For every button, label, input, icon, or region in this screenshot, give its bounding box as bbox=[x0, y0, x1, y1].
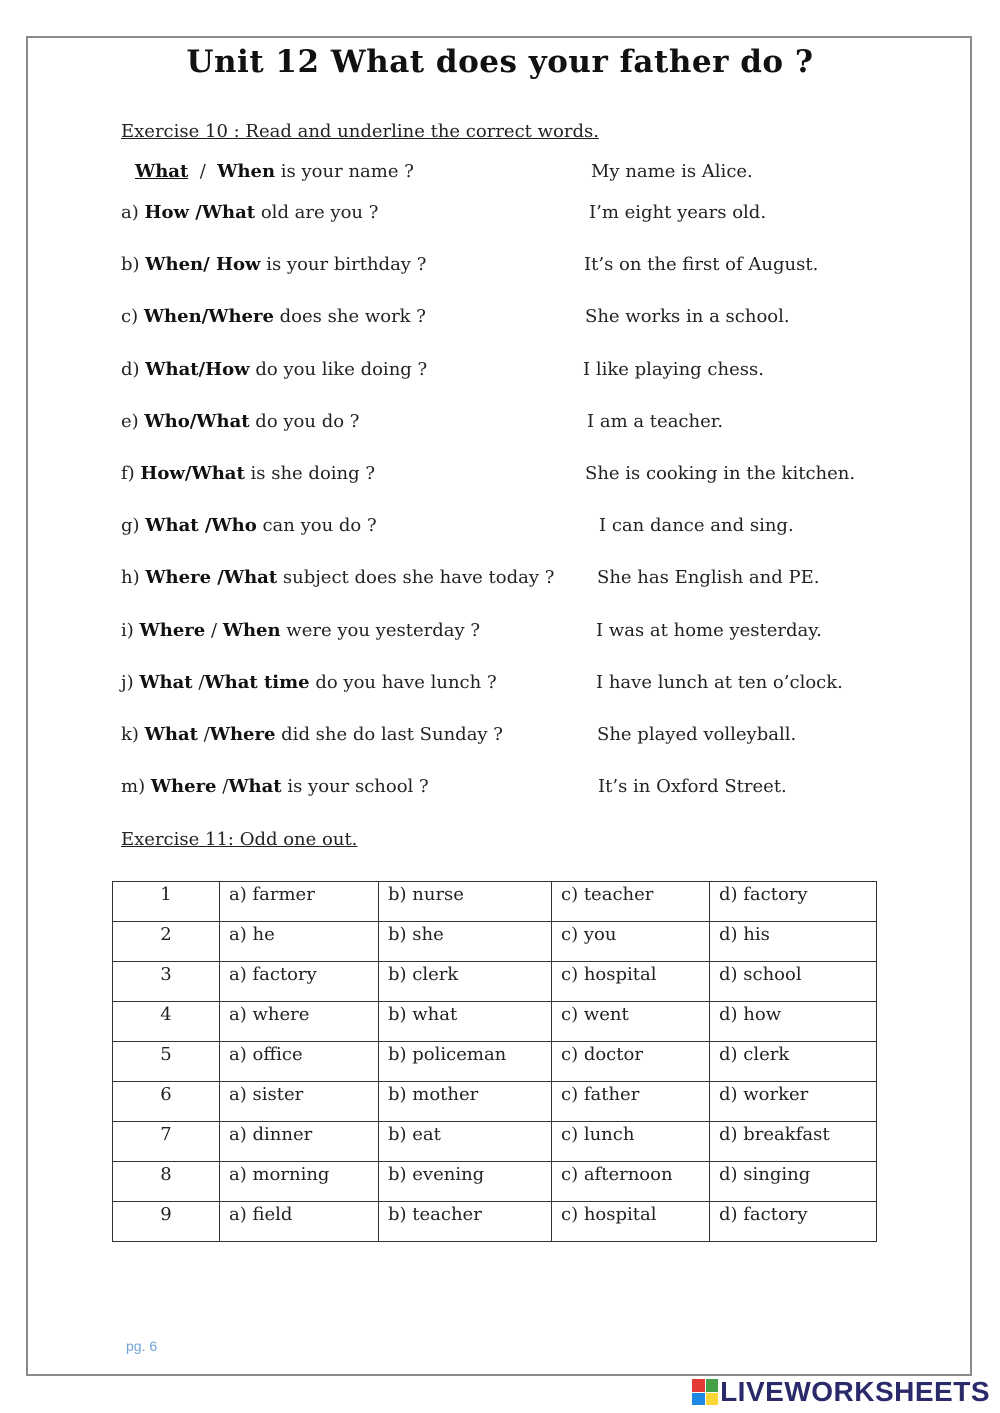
question-text: subject does she have today ? bbox=[277, 567, 555, 588]
question-letter: f) bbox=[121, 463, 141, 484]
option-c[interactable]: c) father bbox=[552, 1082, 710, 1122]
question-text: can you do ? bbox=[256, 515, 377, 536]
option-a[interactable]: a) where bbox=[220, 1002, 379, 1042]
option-c[interactable]: c) lunch bbox=[552, 1122, 710, 1162]
table-row bbox=[113, 882, 877, 922]
option-b[interactable]: b) clerk bbox=[379, 962, 552, 1002]
exercise-11-heading: Exercise 11: Odd one out. bbox=[121, 829, 358, 850]
question-text: is your school ? bbox=[281, 776, 429, 797]
answer-choices[interactable]: Where /What bbox=[145, 567, 278, 588]
answer-sentence: She is cooking in the kitchen. bbox=[585, 463, 856, 484]
question-letter: b) bbox=[121, 254, 146, 275]
answer-choices[interactable]: What bbox=[139, 672, 193, 693]
option-b[interactable]: b) nurse bbox=[379, 882, 552, 922]
choice-separator: / bbox=[216, 776, 229, 797]
question-text: does she work ? bbox=[273, 306, 426, 327]
question-text: do you do ? bbox=[249, 411, 360, 432]
answer-choices[interactable]: When/Where bbox=[143, 306, 274, 327]
page-title: Unit 12 What does your father do ? bbox=[186, 44, 814, 80]
question-item bbox=[121, 724, 503, 745]
option-b[interactable]: b) teacher bbox=[379, 1202, 552, 1242]
row-number: 1 bbox=[113, 882, 220, 922]
option-a[interactable]: a) sister bbox=[220, 1082, 379, 1122]
question-item bbox=[121, 202, 378, 223]
question-text: do you like doing ? bbox=[249, 359, 428, 380]
choice-separator: / bbox=[192, 672, 205, 693]
example-separator: / bbox=[188, 161, 218, 182]
option-d[interactable]: d) how bbox=[710, 1002, 877, 1042]
option-d[interactable]: d) factory bbox=[710, 1202, 877, 1242]
row-number: 7 bbox=[113, 1122, 220, 1162]
table-row bbox=[113, 1002, 877, 1042]
table-row bbox=[113, 922, 877, 962]
option-d[interactable]: d) singing bbox=[710, 1162, 877, 1202]
option-c[interactable]: c) doctor bbox=[552, 1042, 710, 1082]
liveworksheets-logo bbox=[692, 1376, 990, 1408]
question-item bbox=[121, 254, 426, 275]
answer-choices-second[interactable]: What bbox=[228, 776, 282, 797]
answer-sentence: I’m eight years old. bbox=[589, 202, 767, 223]
question-item bbox=[121, 672, 497, 693]
question-item bbox=[121, 567, 554, 588]
answer-sentence: She works in a school. bbox=[585, 306, 790, 327]
option-a[interactable]: a) farmer bbox=[220, 882, 379, 922]
row-number: 8 bbox=[113, 1162, 220, 1202]
option-a[interactable]: a) morning bbox=[220, 1162, 379, 1202]
row-number: 2 bbox=[113, 922, 220, 962]
option-d[interactable]: d) breakfast bbox=[710, 1122, 877, 1162]
option-b[interactable]: b) what bbox=[379, 1002, 552, 1042]
answer-sentence: She has English and PE. bbox=[597, 567, 820, 588]
answer-sentence: I was at home yesterday. bbox=[596, 620, 822, 641]
option-c[interactable]: c) hospital bbox=[552, 1202, 710, 1242]
option-c[interactable]: c) you bbox=[552, 922, 710, 962]
option-a[interactable]: a) dinner bbox=[220, 1122, 379, 1162]
answer-choices[interactable]: How /What bbox=[144, 202, 256, 223]
answer-sentence: I have lunch at ten o’clock. bbox=[596, 672, 843, 693]
logo-mark-icon bbox=[692, 1379, 718, 1405]
option-a[interactable]: a) factory bbox=[220, 962, 379, 1002]
answer-choices[interactable]: Where bbox=[150, 776, 217, 797]
example-question-rest: is your name ? bbox=[275, 161, 414, 182]
option-b[interactable]: b) evening bbox=[379, 1162, 552, 1202]
option-c[interactable]: c) teacher bbox=[552, 882, 710, 922]
question-item bbox=[121, 306, 426, 327]
question-letter: h) bbox=[121, 567, 146, 588]
answer-choices[interactable]: What /Who bbox=[145, 515, 257, 536]
question-letter: e) bbox=[121, 411, 145, 432]
row-number: 6 bbox=[113, 1082, 220, 1122]
option-d[interactable]: d) school bbox=[710, 962, 877, 1002]
question-letter: i) bbox=[121, 620, 140, 641]
table-row bbox=[113, 1122, 877, 1162]
option-a[interactable]: a) office bbox=[220, 1042, 379, 1082]
option-b[interactable]: b) she bbox=[379, 922, 552, 962]
answer-sentence: She played volleyball. bbox=[597, 724, 797, 745]
question-item bbox=[121, 411, 359, 432]
table-row bbox=[113, 962, 877, 1002]
answer-choices-second[interactable]: Where bbox=[209, 724, 276, 745]
answer-choices[interactable]: What bbox=[144, 724, 198, 745]
answer-choices[interactable]: When/ How bbox=[145, 254, 261, 275]
question-text: were you yesterday ? bbox=[280, 620, 481, 641]
question-item bbox=[121, 776, 429, 797]
option-d[interactable]: d) factory bbox=[710, 882, 877, 922]
option-a[interactable]: a) field bbox=[220, 1202, 379, 1242]
question-text: did she do last Sunday ? bbox=[275, 724, 503, 745]
option-c[interactable]: c) hospital bbox=[552, 962, 710, 1002]
example-option-1[interactable]: What bbox=[135, 161, 189, 182]
answer-sentence: I can dance and sing. bbox=[599, 515, 794, 536]
option-d[interactable]: d) his bbox=[710, 922, 877, 962]
brand-name: LIVEWORKSHEETS bbox=[720, 1376, 990, 1407]
table-row bbox=[113, 1082, 877, 1122]
question-item bbox=[121, 515, 377, 536]
table-row bbox=[113, 1042, 877, 1082]
example-option-2[interactable]: When bbox=[217, 161, 276, 182]
question-letter: m) bbox=[121, 776, 151, 797]
question-text: is your birthday ? bbox=[260, 254, 427, 275]
exercise-10-heading: Exercise 10 : Read and underline the correct words. bbox=[121, 121, 599, 142]
question-letter: d) bbox=[121, 359, 146, 380]
option-b[interactable]: b) policeman bbox=[379, 1042, 552, 1082]
question-item bbox=[121, 463, 375, 484]
question-item bbox=[121, 359, 427, 380]
option-b[interactable]: b) eat bbox=[379, 1122, 552, 1162]
table-row bbox=[113, 1202, 877, 1242]
question-letter: j) bbox=[121, 672, 140, 693]
option-d[interactable]: d) worker bbox=[710, 1082, 877, 1122]
answer-choices[interactable]: What/How bbox=[145, 359, 250, 380]
row-number: 3 bbox=[113, 962, 220, 1002]
question-letter: a) bbox=[121, 202, 145, 223]
row-number: 5 bbox=[113, 1042, 220, 1082]
choice-separator: / bbox=[205, 620, 223, 641]
answer-sentence: It’s on the first of August. bbox=[584, 254, 819, 275]
option-c[interactable]: c) afternoon bbox=[552, 1162, 710, 1202]
example-answer: My name is Alice. bbox=[591, 161, 753, 182]
answer-choices-second[interactable]: When bbox=[222, 620, 281, 641]
answer-choices[interactable]: How/What bbox=[140, 463, 245, 484]
answer-sentence: It’s in Oxford Street. bbox=[598, 776, 787, 797]
row-number: 9 bbox=[113, 1202, 220, 1242]
option-d[interactable]: d) clerk bbox=[710, 1042, 877, 1082]
option-c[interactable]: c) went bbox=[552, 1002, 710, 1042]
answer-sentence: I like playing chess. bbox=[583, 359, 764, 380]
option-a[interactable]: a) he bbox=[220, 922, 379, 962]
table-row bbox=[113, 1162, 877, 1202]
question-text: is she doing ? bbox=[244, 463, 376, 484]
question-item bbox=[121, 620, 480, 641]
row-number: 4 bbox=[113, 1002, 220, 1042]
answer-sentence: I am a teacher. bbox=[587, 411, 724, 432]
answer-choices[interactable]: Where bbox=[139, 620, 206, 641]
question-text: old are you ? bbox=[255, 202, 379, 223]
option-b[interactable]: b) mother bbox=[379, 1082, 552, 1122]
question-letter: c) bbox=[121, 306, 144, 327]
answer-choices-second[interactable]: What time bbox=[204, 672, 310, 693]
example-question bbox=[135, 161, 414, 182]
question-letter: g) bbox=[121, 515, 146, 536]
odd-one-out-table bbox=[112, 881, 877, 1242]
choice-separator: / bbox=[197, 724, 210, 745]
page-number: pg. 6 bbox=[126, 1338, 158, 1354]
question-text: do you have lunch ? bbox=[309, 672, 497, 693]
answer-choices[interactable]: Who/What bbox=[144, 411, 250, 432]
question-letter: k) bbox=[121, 724, 145, 745]
